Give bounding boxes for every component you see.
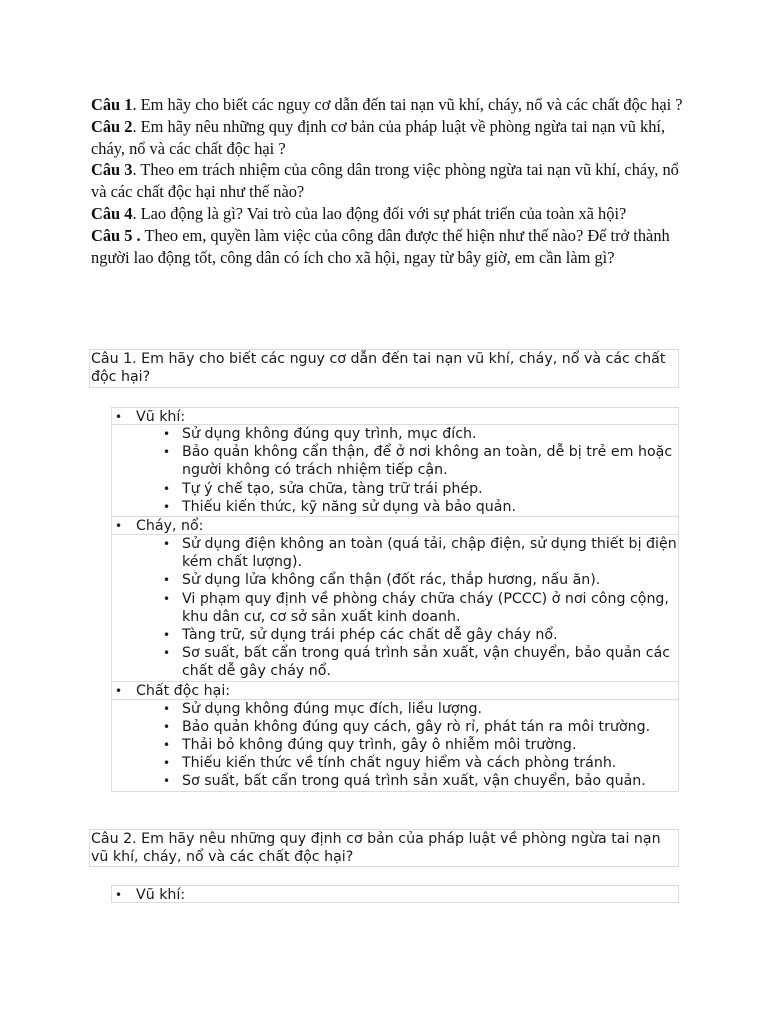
list-item: • Sử dụng điện không an toàn (quá tải, chập điện, sử dụng thiết bị điện kém chất lượng). <box>157 535 678 571</box>
sub-list <box>111 535 679 682</box>
list-item: • Thải bỏ không đúng quy trình, gây ô nhiễm môi trường. <box>157 736 678 754</box>
list-item: • Sơ suất, bất cẩn trong quá trình sản xuất, vận chuyển, bảo quản các chất dễ gây cháy nổ. <box>157 644 678 680</box>
list-item: • Tự ý chế tạo, sửa chữa, tàng trữ trái phép. <box>157 480 678 498</box>
question-label: Câu 1 <box>91 95 133 114</box>
question-4 <box>91 203 683 225</box>
question-text: . Theo em trách nhiệm của công dân trong việc phòng ngừa tai nạn vũ khí, cháy, nổ và các chất độc hại như thế nào? <box>91 160 679 202</box>
category-weapons <box>111 407 679 517</box>
answer-1-category-list <box>111 407 679 792</box>
category-row <box>111 517 679 535</box>
answer-2-title-text: Câu 2. Em hãy nêu những quy định cơ bản của pháp luật về phòng ngừa tai nạn vũ khí, cháy, nổ và các chất độc hại? <box>91 831 661 866</box>
list-item: • Tàng trữ, sử dụng trái phép các chất dễ gây cháy nổ. <box>157 626 678 644</box>
list-item: • Sử dụng không đúng quy trình, mục đích. <box>157 425 678 443</box>
answer-2-title <box>89 829 679 867</box>
category-label: Chất độc hại: <box>136 682 231 699</box>
question-label: Câu 2 <box>91 116 133 136</box>
category-fire-explosion <box>111 517 679 682</box>
question-text: . Em hãy cho biết các nguy cơ dẫn đến tai nạn vũ khí, cháy, nổ và các chất độc hại ? <box>132 95 683 114</box>
question-label: Câu 4 <box>91 203 133 223</box>
question-label: Câu 5 . <box>91 225 141 245</box>
category-label: Vũ khí: <box>136 409 186 425</box>
category-toxic-substances <box>111 682 679 792</box>
list-item: • Sơ suất, bất cẩn trong quá trình sản xuất, vận chuyển, bảo quản. <box>157 772 678 790</box>
question-5 <box>91 225 683 269</box>
category-row <box>111 682 679 700</box>
answer-1-title <box>89 349 679 388</box>
category-weapons <box>111 885 679 903</box>
list-item: • Thiếu kiến thức, kỹ năng sử dụng và bảo quản. <box>157 498 678 516</box>
question-text: Theo em, quyền làm việc của công dân được thể hiện như thế nào? Để trở thành người lao động tốt, công dân có ích cho xã hội, ngay từ bây giờ, em cần làm gì? <box>91 225 670 267</box>
sub-list <box>111 700 679 792</box>
sub-list <box>111 425 679 517</box>
question-list <box>91 94 683 268</box>
answer-1-title-text: Câu 1. Em hãy cho biết các nguy cơ dẫn đến tai nạn vũ khí, cháy, nổ và các chất độc hại? <box>91 351 666 386</box>
list-item: • Sử dụng không đúng mục đích, liều lượng. <box>157 700 678 718</box>
list-item: • Bảo quản không cẩn thận, để ở nơi không an toàn, dễ bị trẻ em hoặc người không có trách nhiệm tiếp cận. <box>157 443 678 479</box>
question-1 <box>91 94 683 116</box>
list-item: • Bảo quản không đúng quy cách, gây rò rỉ, phát tán ra môi trường. <box>157 718 678 736</box>
category-row <box>111 407 679 425</box>
list-item: • Thiếu kiến thức về tính chất nguy hiểm và cách phòng tránh. <box>157 754 678 772</box>
list-item: • Sử dụng lửa không cẩn thận (đốt rác, thắp hương, nấu ăn). <box>157 571 678 589</box>
list-item: • Vi phạm quy định về phòng cháy chữa cháy (PCCC) ở nơi công cộng, khu dân cư, cơ sở sản xuất kinh doanh. <box>157 590 678 626</box>
question-text: . Lao động là gì? Vai trò của lao động đối với sự phát triển của toàn xã hội? <box>132 203 627 223</box>
answer-2-category-list <box>111 885 679 903</box>
question-3 <box>91 159 683 203</box>
category-row <box>111 885 679 903</box>
category-label: Cháy, nổ: <box>136 518 204 535</box>
category-label: Vũ khí: <box>136 887 186 903</box>
question-label: Câu 3 <box>91 160 133 180</box>
question-2 <box>91 116 683 160</box>
question-text: . Em hãy nêu những quy định cơ bản của pháp luật về phòng ngừa tai nạn vũ khí, cháy, nổ và các chất độc hại ? <box>91 116 666 158</box>
